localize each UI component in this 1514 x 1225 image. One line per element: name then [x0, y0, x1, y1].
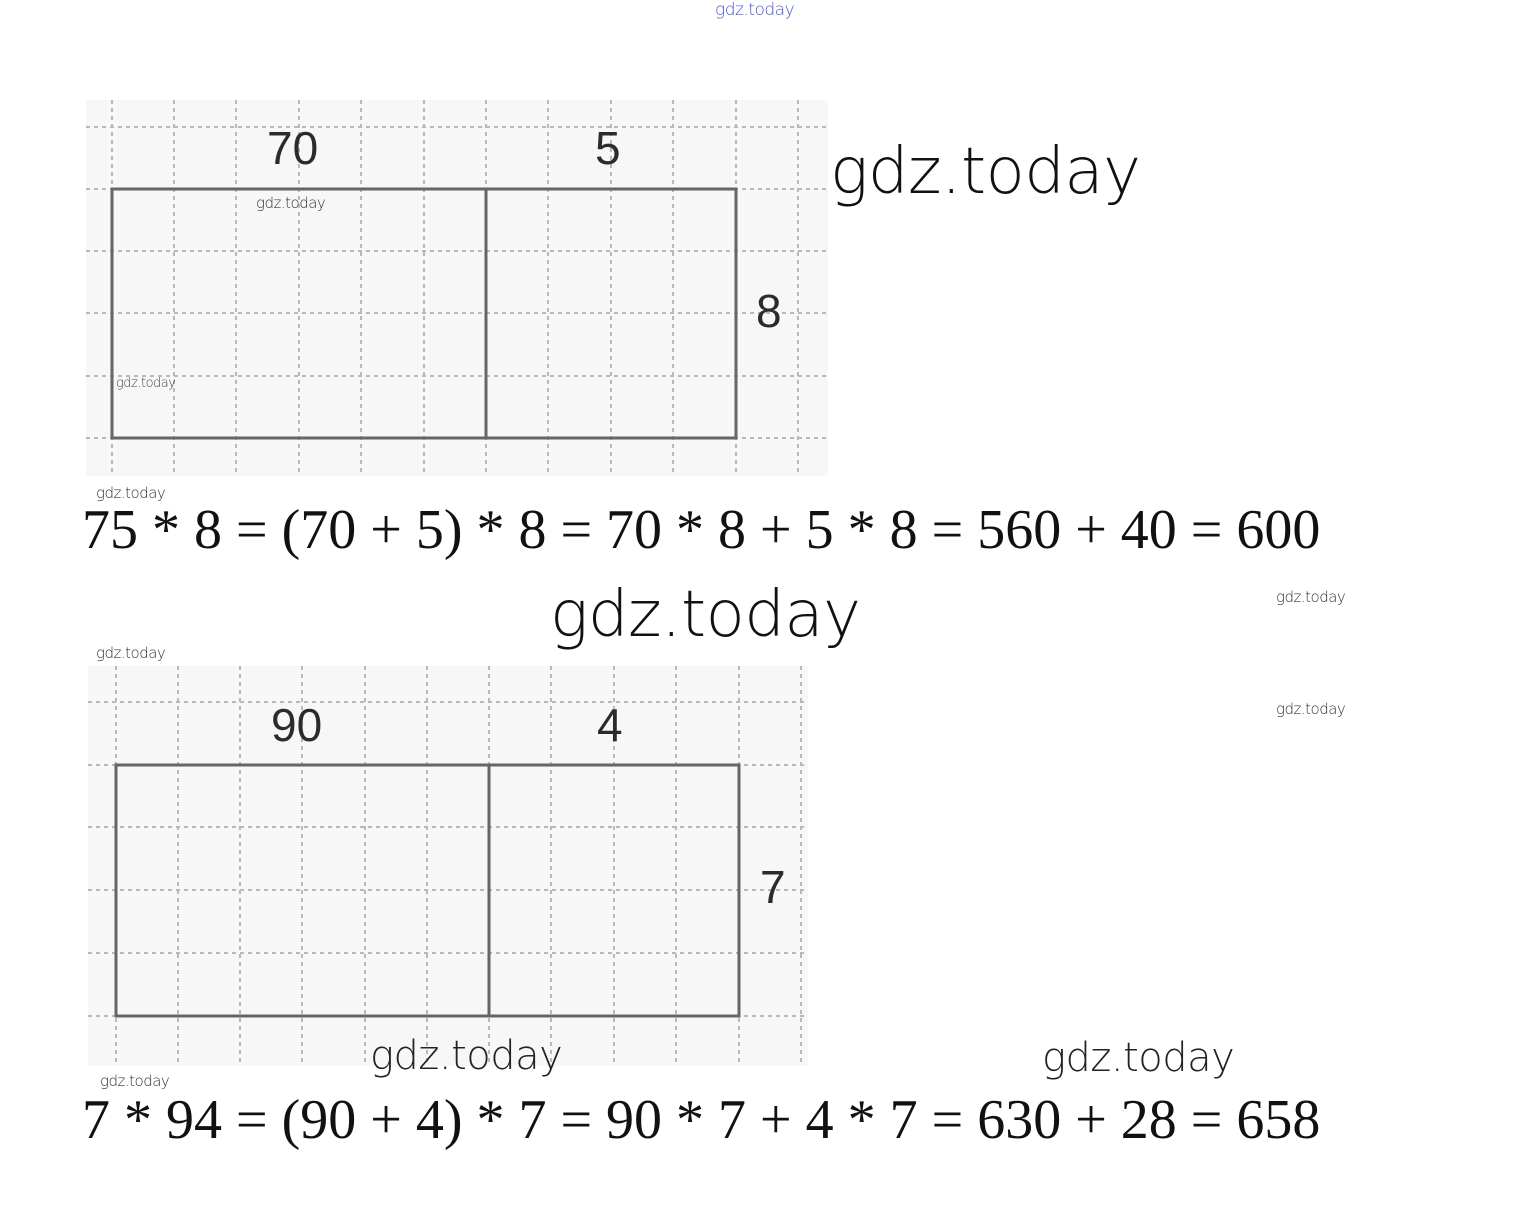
label-90: 90 — [271, 699, 323, 751]
watermark-grid1-top: gdz.today — [256, 194, 326, 212]
area-model-1 — [86, 100, 828, 476]
area-model-2-grid — [88, 666, 808, 1066]
watermark-grid2-top: gdz.today — [96, 644, 166, 662]
label-5: 5 — [595, 122, 621, 174]
area-model-1-grid — [86, 100, 828, 476]
label-70: 70 — [267, 122, 319, 174]
watermark-eq2: gdz.today — [100, 1072, 170, 1090]
label-4: 4 — [597, 699, 623, 751]
watermark-top: gdz.today — [715, 0, 795, 20]
equation-1: 75 * 8 = (70 + 5) * 8 = 70 * 8 + 5 * 8 = 560 + 40 = 600 — [82, 499, 1321, 561]
area-model-2 — [88, 666, 808, 1066]
watermark-right-1: gdz.today — [1276, 588, 1346, 606]
label-8: 8 — [756, 285, 782, 337]
watermark-large-1: gdz.today — [830, 135, 1141, 209]
watermark-right-2: gdz.today — [1276, 700, 1346, 718]
watermark-grid1-left: gdz.today — [116, 376, 176, 391]
watermark-eq1: gdz.today — [96, 484, 166, 502]
watermark-large-2: gdz.today — [550, 578, 861, 652]
watermark-large-3: gdz.today — [1042, 1035, 1235, 1081]
equation-2: 7 * 94 = (90 + 4) * 7 = 90 * 7 + 4 * 7 = 630 + 28 = 658 — [82, 1089, 1321, 1151]
label-7: 7 — [760, 861, 786, 913]
watermark-grid2-bottom: gdz.today — [370, 1033, 563, 1079]
